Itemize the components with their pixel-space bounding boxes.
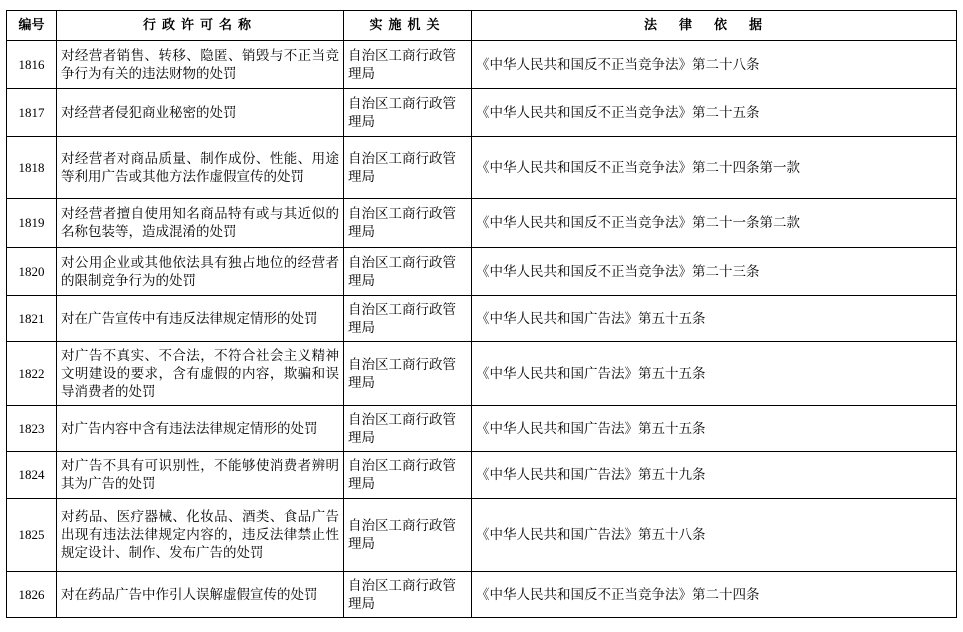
header-legal-basis: 法律依据 xyxy=(472,11,957,41)
table-row xyxy=(7,499,957,572)
permit-name: 对广告内容中含有违法法律规定情形的处罚 xyxy=(57,406,344,452)
row-number: 1822 xyxy=(7,342,57,406)
row-number: 1819 xyxy=(7,199,57,248)
table-row xyxy=(7,137,957,199)
permit-name: 对公用企业或其他依法具有独占地位的经营者的限制竞争行为的处罚 xyxy=(57,248,344,296)
agency: 自治区工商行政管理局 xyxy=(344,248,472,296)
table-row xyxy=(7,342,957,406)
permit-name: 对在药品广告中作引人误解虚假宣传的处罚 xyxy=(57,572,344,618)
legal-basis: 《中华人民共和国反不正当竞争法》第二十五条 xyxy=(472,89,957,137)
row-number: 1825 xyxy=(7,499,57,572)
table-row xyxy=(7,41,957,89)
table-body xyxy=(7,41,957,618)
legal-basis: 《中华人民共和国反不正当竞争法》第二十一条第二款 xyxy=(472,199,957,248)
header-permit-name: 行政许可名称 xyxy=(57,11,344,41)
row-number: 1826 xyxy=(7,572,57,618)
permit-name: 对经营者销售、转移、隐匿、销毁与不正当竞争行为有关的违法财物的处罚 xyxy=(57,41,344,89)
table-row xyxy=(7,296,957,342)
permit-table xyxy=(6,10,957,618)
table-header xyxy=(7,11,957,41)
legal-basis: 《中华人民共和国广告法》第五十九条 xyxy=(472,452,957,499)
permit-name: 对广告不具有可识别性，不能够使消费者辨明其为广告的处罚 xyxy=(57,452,344,499)
permit-name: 对广告不真实、不合法，不符合社会主义精神文明建设的要求，含有虚假的内容，欺骗和误导消费者的处罚 xyxy=(57,342,344,406)
agency: 自治区工商行政管理局 xyxy=(344,89,472,137)
agency: 自治区工商行政管理局 xyxy=(344,406,472,452)
table-row xyxy=(7,452,957,499)
permit-name: 对经营者对商品质量、制作成份、性能、用途等利用广告或其他方法作虚假宣传的处罚 xyxy=(57,137,344,199)
legal-basis: 《中华人民共和国广告法》第五十五条 xyxy=(472,342,957,406)
table-row xyxy=(7,248,957,296)
permit-name: 对经营者侵犯商业秘密的处罚 xyxy=(57,89,344,137)
legal-basis: 《中华人民共和国反不正当竞争法》第二十八条 xyxy=(472,41,957,89)
row-number: 1821 xyxy=(7,296,57,342)
agency: 自治区工商行政管理局 xyxy=(344,572,472,618)
legal-basis: 《中华人民共和国广告法》第五十五条 xyxy=(472,296,957,342)
row-number: 1824 xyxy=(7,452,57,499)
header-agency: 实施机关 xyxy=(344,11,472,41)
legal-basis: 《中华人民共和国反不正当竞争法》第二十三条 xyxy=(472,248,957,296)
row-number: 1820 xyxy=(7,248,57,296)
agency: 自治区工商行政管理局 xyxy=(344,41,472,89)
agency: 自治区工商行政管理局 xyxy=(344,137,472,199)
legal-basis: 《中华人民共和国广告法》第五十五条 xyxy=(472,406,957,452)
legal-basis: 《中华人民共和国反不正当竞争法》第二十四条第一款 xyxy=(472,137,957,199)
agency: 自治区工商行政管理局 xyxy=(344,452,472,499)
header-row xyxy=(7,11,957,41)
row-number: 1823 xyxy=(7,406,57,452)
agency: 自治区工商行政管理局 xyxy=(344,342,472,406)
permit-name: 对药品、医疗器械、化妆品、酒类、食品广告出现有违法法律规定内容的，违反法律禁止性规定设计、制作、发布广告的处罚 xyxy=(57,499,344,572)
table-row xyxy=(7,199,957,248)
row-number: 1816 xyxy=(7,41,57,89)
agency: 自治区工商行政管理局 xyxy=(344,296,472,342)
row-number: 1817 xyxy=(7,89,57,137)
header-number: 编号 xyxy=(7,11,57,41)
legal-basis: 《中华人民共和国广告法》第五十八条 xyxy=(472,499,957,572)
permit-name: 对经营者擅自使用知名商品特有或与其近似的名称包装等，造成混淆的处罚 xyxy=(57,199,344,248)
permit-name: 对在广告宣传中有违反法律规定情形的处罚 xyxy=(57,296,344,342)
table-row xyxy=(7,406,957,452)
agency: 自治区工商行政管理局 xyxy=(344,199,472,248)
table-row xyxy=(7,89,957,137)
table-row xyxy=(7,572,957,618)
row-number: 1818 xyxy=(7,137,57,199)
agency: 自治区工商行政管理局 xyxy=(344,499,472,572)
legal-basis: 《中华人民共和国反不正当竞争法》第二十四条 xyxy=(472,572,957,618)
